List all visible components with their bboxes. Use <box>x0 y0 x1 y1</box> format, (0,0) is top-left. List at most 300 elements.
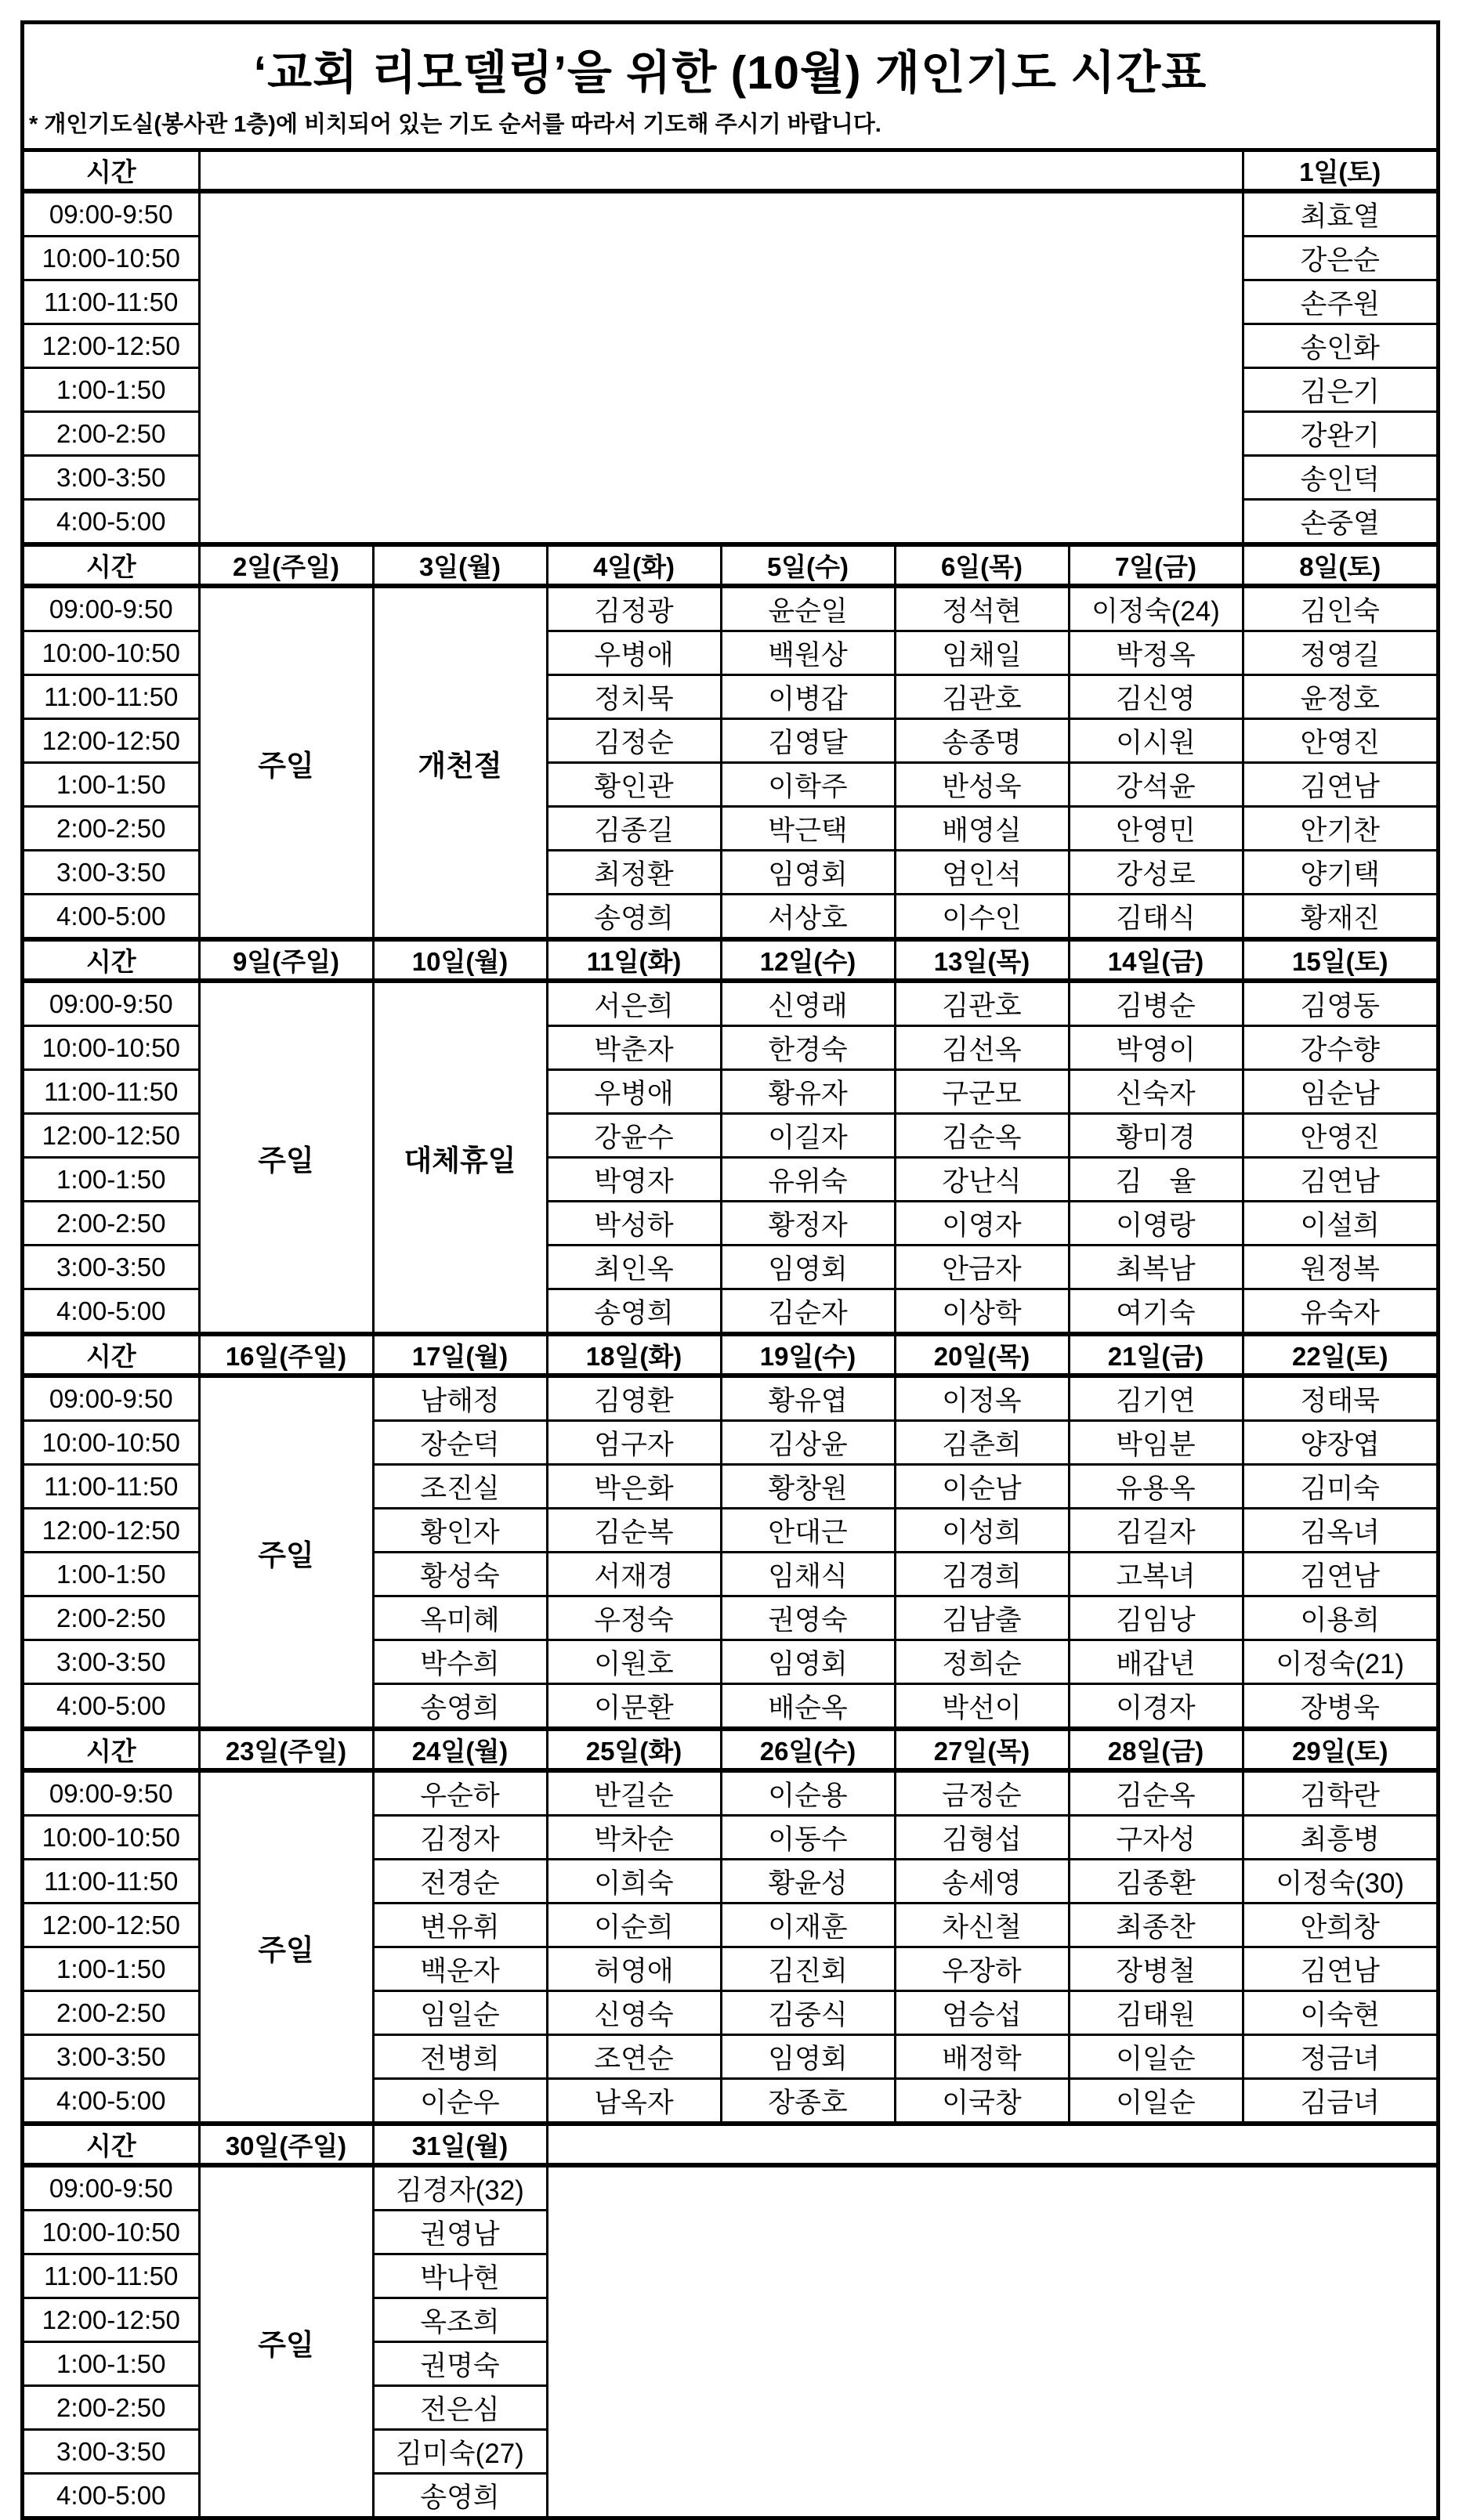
name-cell: 구자성 <box>1069 1816 1243 1860</box>
name-cell: 임영회 <box>721 1640 895 1684</box>
name-cell: 정영길 <box>1243 631 1436 675</box>
name-cell: 송세영 <box>895 1860 1069 1904</box>
name-cell: 송종명 <box>895 719 1069 763</box>
day-header-cell: 8일(토) <box>1243 544 1436 586</box>
name-cell: 이용희 <box>1243 1596 1436 1640</box>
time-cell: 09:00-9:50 <box>24 1376 199 1421</box>
name-cell: 차신철 <box>895 1904 1069 1947</box>
day-header-cell: 6일(목) <box>895 544 1069 586</box>
name-cell: 이동수 <box>721 1816 895 1860</box>
day-header-cell: 7일(금) <box>1069 544 1243 586</box>
name-cell: 박정옥 <box>1069 631 1243 675</box>
name-cell: 강완기 <box>1243 412 1436 456</box>
name-cell: 송영희 <box>373 2474 547 2517</box>
name-cell: 박춘자 <box>547 1026 721 1070</box>
time-cell: 09:00-9:50 <box>24 981 199 1026</box>
name-cell: 강석윤 <box>1069 763 1243 807</box>
name-cell: 임영회 <box>721 2035 895 2079</box>
name-cell: 엄인석 <box>895 851 1069 895</box>
name-cell: 이국창 <box>895 2079 1069 2124</box>
name-cell: 김순복 <box>547 1509 721 1553</box>
name-cell: 김은기 <box>1243 368 1436 412</box>
name-cell: 이재훈 <box>721 1904 895 1947</box>
name-cell: 양장엽 <box>1243 1421 1436 1465</box>
prayer-schedule-table <box>24 152 1436 2516</box>
holiday-cell: 주일 <box>199 1376 373 1729</box>
name-cell: 배정학 <box>895 2035 1069 2079</box>
name-cell: 강난식 <box>895 1158 1069 1202</box>
time-cell: 1:00-1:50 <box>24 763 199 807</box>
name-cell: 최종찬 <box>1069 1904 1243 1947</box>
week-4-header-row <box>24 1334 1436 1376</box>
name-cell: 안영진 <box>1243 719 1436 763</box>
blank-header-cell <box>547 2124 1436 2165</box>
name-cell: 김연남 <box>1243 1553 1436 1596</box>
holiday-cell: 주일 <box>199 981 373 1334</box>
name-cell: 이희숙 <box>547 1860 721 1904</box>
time-cell: 4:00-5:00 <box>24 500 199 545</box>
instruction-note: * 개인기도실(봉사관 1층)에 비치되어 있는 기도 순서를 따라서 기도해 주시기 바랍니다. <box>29 112 881 137</box>
time-cell: 1:00-1:50 <box>24 2342 199 2386</box>
day-header-cell: 14일(금) <box>1069 939 1243 981</box>
name-cell: 이정숙(30) <box>1243 1860 1436 1904</box>
name-cell: 강수향 <box>1243 1026 1436 1070</box>
name-cell: 김미숙 <box>1243 1465 1436 1509</box>
name-cell: 최복남 <box>1069 1246 1243 1289</box>
name-cell: 옥미혜 <box>373 1596 547 1640</box>
name-cell: 최효열 <box>1243 191 1436 237</box>
name-cell: 박나현 <box>373 2254 547 2298</box>
name-cell: 김길자 <box>1069 1509 1243 1553</box>
name-cell: 최인옥 <box>547 1246 721 1289</box>
blank-cell <box>547 2165 1436 2516</box>
name-cell: 신영숙 <box>547 1991 721 2035</box>
name-cell: 고복녀 <box>1069 1553 1243 1596</box>
name-cell: 김정자 <box>373 1816 547 1860</box>
name-cell: 김인숙 <box>1243 586 1436 631</box>
name-cell: 정금녀 <box>1243 2035 1436 2079</box>
holiday-cell: 주일 <box>199 2165 373 2516</box>
name-cell: 송인화 <box>1243 324 1436 368</box>
blank-header-cell <box>199 152 1243 191</box>
name-cell: 박은화 <box>547 1465 721 1509</box>
name-cell: 이학주 <box>721 763 895 807</box>
time-header-cell: 시간 <box>24 2124 199 2165</box>
time-cell: 12:00-12:50 <box>24 1509 199 1553</box>
name-cell: 김순옥 <box>1069 1770 1243 1816</box>
day-header-cell: 23일(주일) <box>199 1729 373 1770</box>
name-cell: 김선옥 <box>895 1026 1069 1070</box>
name-cell: 임채식 <box>721 1553 895 1596</box>
name-cell: 전은심 <box>373 2386 547 2430</box>
name-cell: 윤정호 <box>1243 675 1436 719</box>
name-cell: 강윤수 <box>547 1114 721 1158</box>
day-header-cell: 21일(금) <box>1069 1334 1243 1376</box>
name-cell: 김순자 <box>721 1289 895 1335</box>
name-cell: 강은순 <box>1243 237 1436 280</box>
name-cell: 김병순 <box>1069 981 1243 1026</box>
time-cell: 12:00-12:50 <box>24 1904 199 1947</box>
name-cell: 박선이 <box>895 1684 1069 1730</box>
name-cell: 이정옥 <box>895 1376 1069 1421</box>
name-cell: 반성욱 <box>895 763 1069 807</box>
time-cell: 09:00-9:50 <box>24 586 199 631</box>
name-cell: 정희순 <box>895 1640 1069 1684</box>
time-cell: 09:00-9:50 <box>24 1770 199 1816</box>
time-cell: 10:00-10:50 <box>24 1026 199 1070</box>
name-cell: 김경희 <box>895 1553 1069 1596</box>
day-header-cell: 11일(화) <box>547 939 721 981</box>
week-4-row-1 <box>24 1376 1436 1421</box>
name-cell: 원정복 <box>1243 1246 1436 1289</box>
time-cell: 2:00-2:50 <box>24 1202 199 1246</box>
name-cell: 김관호 <box>895 675 1069 719</box>
time-cell: 12:00-12:50 <box>24 719 199 763</box>
schedule-table-body <box>24 152 1436 2516</box>
name-cell: 김기연 <box>1069 1376 1243 1421</box>
name-cell: 김순옥 <box>895 1114 1069 1158</box>
name-cell: 안희창 <box>1243 1904 1436 1947</box>
time-cell: 11:00-11:50 <box>24 2254 199 2298</box>
name-cell: 안영진 <box>1243 1114 1436 1158</box>
name-cell: 황정자 <box>721 1202 895 1246</box>
name-cell: 김진회 <box>721 1947 895 1991</box>
name-cell: 서상호 <box>721 895 895 940</box>
name-cell: 이영랑 <box>1069 1202 1243 1246</box>
day-header-cell: 17일(월) <box>373 1334 547 1376</box>
time-cell: 10:00-10:50 <box>24 237 199 280</box>
day-header-cell: 31일(월) <box>373 2124 547 2165</box>
day-header-cell: 18일(화) <box>547 1334 721 1376</box>
day-header-cell: 1일(토) <box>1243 152 1436 191</box>
name-cell: 황윤성 <box>721 1860 895 1904</box>
name-cell: 강성로 <box>1069 851 1243 895</box>
schedule-sheet <box>20 20 1440 2520</box>
time-cell: 3:00-3:50 <box>24 2035 199 2079</box>
name-cell: 서재경 <box>547 1553 721 1596</box>
name-cell: 엄구자 <box>547 1421 721 1465</box>
day-header-cell: 3일(월) <box>373 544 547 586</box>
day-header-cell: 24일(월) <box>373 1729 547 1770</box>
name-cell: 반길순 <box>547 1770 721 1816</box>
week-1-row-1 <box>24 191 1436 237</box>
name-cell: 김관호 <box>895 981 1069 1026</box>
time-cell: 3:00-3:50 <box>24 456 199 500</box>
time-cell: 10:00-10:50 <box>24 2211 199 2254</box>
holiday-cell: 대체휴일 <box>373 981 547 1334</box>
name-cell: 조진실 <box>373 1465 547 1509</box>
name-cell: 박영이 <box>1069 1026 1243 1070</box>
sheet-header <box>24 24 1436 152</box>
name-cell: 김경자(32) <box>373 2165 547 2211</box>
name-cell: 허영애 <box>547 1947 721 1991</box>
time-cell: 10:00-10:50 <box>24 1421 199 1465</box>
day-header-cell: 26일(수) <box>721 1729 895 1770</box>
name-cell: 배순옥 <box>721 1684 895 1730</box>
day-header-cell: 20일(목) <box>895 1334 1069 1376</box>
name-cell: 박수희 <box>373 1640 547 1684</box>
name-cell: 장순덕 <box>373 1421 547 1465</box>
day-header-cell: 29일(토) <box>1243 1729 1436 1770</box>
name-cell: 우정숙 <box>547 1596 721 1640</box>
name-cell: 신영래 <box>721 981 895 1026</box>
name-cell: 황유엽 <box>721 1376 895 1421</box>
name-cell: 이문환 <box>547 1684 721 1730</box>
name-cell: 김태식 <box>1069 895 1243 940</box>
time-cell: 10:00-10:50 <box>24 631 199 675</box>
name-cell: 김임낭 <box>1069 1596 1243 1640</box>
name-cell: 정치묵 <box>547 675 721 719</box>
name-cell: 황성숙 <box>373 1553 547 1596</box>
week-3-header-row <box>24 939 1436 981</box>
name-cell: 정태묵 <box>1243 1376 1436 1421</box>
name-cell: 이일순 <box>1069 2035 1243 2079</box>
day-header-cell: 2일(주일) <box>199 544 373 586</box>
name-cell: 김연남 <box>1243 763 1436 807</box>
time-cell: 3:00-3:50 <box>24 851 199 895</box>
name-cell: 임순남 <box>1243 1070 1436 1114</box>
name-cell: 안금자 <box>895 1246 1069 1289</box>
name-cell: 안영민 <box>1069 807 1243 851</box>
name-cell: 이수인 <box>895 895 1069 940</box>
name-cell: 백원상 <box>721 631 895 675</box>
name-cell: 박성하 <box>547 1202 721 1246</box>
name-cell: 배영실 <box>895 807 1069 851</box>
name-cell: 박근택 <box>721 807 895 851</box>
name-cell: 구군모 <box>895 1070 1069 1114</box>
name-cell: 유용옥 <box>1069 1465 1243 1509</box>
name-cell: 이설희 <box>1243 1202 1436 1246</box>
name-cell: 이숙현 <box>1243 1991 1436 2035</box>
name-cell: 임채일 <box>895 631 1069 675</box>
name-cell: 이성희 <box>895 1509 1069 1553</box>
time-cell: 3:00-3:50 <box>24 2430 199 2474</box>
day-header-cell: 25일(화) <box>547 1729 721 1770</box>
name-cell: 우장하 <box>895 1947 1069 1991</box>
name-cell: 장병욱 <box>1243 1684 1436 1730</box>
name-cell: 유위숙 <box>721 1158 895 1202</box>
name-cell: 손주원 <box>1243 280 1436 324</box>
name-cell: 한경숙 <box>721 1026 895 1070</box>
name-cell: 이길자 <box>721 1114 895 1158</box>
time-cell: 4:00-5:00 <box>24 2079 199 2124</box>
time-cell: 2:00-2:50 <box>24 1596 199 1640</box>
name-cell: 이순남 <box>895 1465 1069 1509</box>
name-cell: 임영회 <box>721 1246 895 1289</box>
name-cell: 우순하 <box>373 1770 547 1816</box>
time-cell: 4:00-5:00 <box>24 1684 199 1730</box>
name-cell: 우병애 <box>547 631 721 675</box>
name-cell: 김영달 <box>721 719 895 763</box>
time-cell: 11:00-11:50 <box>24 1860 199 1904</box>
name-cell: 임일순 <box>373 1991 547 2035</box>
day-header-cell: 4일(화) <box>547 544 721 586</box>
name-cell: 이경자 <box>1069 1684 1243 1730</box>
name-cell: 이상학 <box>895 1289 1069 1335</box>
name-cell: 김종길 <box>547 807 721 851</box>
holiday-cell: 주일 <box>199 1770 373 2124</box>
name-cell: 김연남 <box>1243 1158 1436 1202</box>
name-cell: 권영남 <box>373 2211 547 2254</box>
name-cell: 이정숙(21) <box>1243 1640 1436 1684</box>
time-cell: 10:00-10:50 <box>24 1816 199 1860</box>
name-cell: 황재진 <box>1243 895 1436 940</box>
time-cell: 11:00-11:50 <box>24 675 199 719</box>
time-cell: 2:00-2:50 <box>24 2386 199 2430</box>
name-cell: 송영희 <box>547 1289 721 1335</box>
week-6-row-1 <box>24 2165 1436 2211</box>
name-cell: 배갑년 <box>1069 1640 1243 1684</box>
name-cell: 김영동 <box>1243 981 1436 1026</box>
name-cell: 남해정 <box>373 1376 547 1421</box>
day-header-cell: 12일(수) <box>721 939 895 981</box>
name-cell: 박차순 <box>547 1816 721 1860</box>
name-cell: 양기택 <box>1243 851 1436 895</box>
name-cell: 남옥자 <box>547 2079 721 2124</box>
name-cell: 권영숙 <box>721 1596 895 1640</box>
name-cell: 안기찬 <box>1243 807 1436 851</box>
name-cell: 김영환 <box>547 1376 721 1421</box>
name-cell: 이순희 <box>547 1904 721 1947</box>
name-cell: 김연남 <box>1243 1947 1436 1991</box>
name-cell: 최흥병 <box>1243 1816 1436 1860</box>
name-cell: 김금녀 <box>1243 2079 1436 2124</box>
name-cell: 황미경 <box>1069 1114 1243 1158</box>
time-cell: 1:00-1:50 <box>24 368 199 412</box>
time-header-cell: 시간 <box>24 1334 199 1376</box>
time-header-cell: 시간 <box>24 939 199 981</box>
day-header-cell: 5일(수) <box>721 544 895 586</box>
page-title: ‘교회 리모델링’을 위한 (10월) 개인기도 시간표 <box>253 47 1207 99</box>
name-cell: 송인덕 <box>1243 456 1436 500</box>
day-header-cell: 22일(토) <box>1243 1334 1436 1376</box>
week-1-header-row <box>24 152 1436 191</box>
name-cell: 엄승섭 <box>895 1991 1069 2035</box>
day-header-cell: 16일(주일) <box>199 1334 373 1376</box>
day-header-cell: 9일(주일) <box>199 939 373 981</box>
blank-cell <box>199 191 1243 544</box>
time-cell: 1:00-1:50 <box>24 1553 199 1596</box>
name-cell: 우병애 <box>547 1070 721 1114</box>
name-cell: 이원호 <box>547 1640 721 1684</box>
name-cell: 송영희 <box>373 1684 547 1730</box>
week-2-header-row <box>24 544 1436 586</box>
name-cell: 박영자 <box>547 1158 721 1202</box>
time-cell: 2:00-2:50 <box>24 412 199 456</box>
time-cell: 4:00-5:00 <box>24 2474 199 2517</box>
name-cell: 김미숙(27) <box>373 2430 547 2474</box>
name-cell: 이영자 <box>895 1202 1069 1246</box>
time-cell: 12:00-12:50 <box>24 324 199 368</box>
name-cell: 서은희 <box>547 981 721 1026</box>
week-5-row-1 <box>24 1770 1436 1816</box>
name-cell: 윤순일 <box>721 586 895 631</box>
holiday-cell: 주일 <box>199 586 373 939</box>
name-cell: 김남출 <box>895 1596 1069 1640</box>
week-5-header-row <box>24 1729 1436 1770</box>
time-cell: 1:00-1:50 <box>24 1158 199 1202</box>
name-cell: 최정환 <box>547 851 721 895</box>
name-cell: 조연순 <box>547 2035 721 2079</box>
week-3-row-1 <box>24 981 1436 1026</box>
day-header-cell: 30일(주일) <box>199 2124 373 2165</box>
name-cell: 장종호 <box>721 2079 895 2124</box>
name-cell: 김신영 <box>1069 675 1243 719</box>
time-header-cell: 시간 <box>24 1729 199 1770</box>
name-cell: 황인자 <box>373 1509 547 1553</box>
name-cell: 김종환 <box>1069 1860 1243 1904</box>
name-cell: 황인관 <box>547 763 721 807</box>
time-cell: 09:00-9:50 <box>24 191 199 237</box>
name-cell: 김형섭 <box>895 1816 1069 1860</box>
name-cell: 정석현 <box>895 586 1069 631</box>
time-cell: 3:00-3:50 <box>24 1640 199 1684</box>
name-cell: 황유자 <box>721 1070 895 1114</box>
name-cell: 김태원 <box>1069 1991 1243 2035</box>
week-2-row-1 <box>24 586 1436 631</box>
name-cell: 김학란 <box>1243 1770 1436 1816</box>
name-cell: 박임분 <box>1069 1421 1243 1465</box>
name-cell: 전병희 <box>373 2035 547 2079</box>
day-header-cell: 28일(금) <box>1069 1729 1243 1770</box>
holiday-cell: 개천절 <box>373 586 547 939</box>
day-header-cell: 10일(월) <box>373 939 547 981</box>
name-cell: 김상윤 <box>721 1421 895 1465</box>
name-cell: 이시원 <box>1069 719 1243 763</box>
time-cell: 4:00-5:00 <box>24 1289 199 1335</box>
day-header-cell: 27일(목) <box>895 1729 1069 1770</box>
name-cell: 임영회 <box>721 851 895 895</box>
time-cell: 11:00-11:50 <box>24 1465 199 1509</box>
week-6-header-row <box>24 2124 1436 2165</box>
name-cell: 장병철 <box>1069 1947 1243 1991</box>
name-cell: 황창원 <box>721 1465 895 1509</box>
name-cell: 여기숙 <box>1069 1289 1243 1335</box>
time-cell: 4:00-5:00 <box>24 895 199 940</box>
name-cell: 백운자 <box>373 1947 547 1991</box>
name-cell: 김 율 <box>1069 1158 1243 1202</box>
name-cell: 이일순 <box>1069 2079 1243 2124</box>
name-cell: 이순우 <box>373 2079 547 2124</box>
time-cell: 3:00-3:50 <box>24 1246 199 1289</box>
name-cell: 김중식 <box>721 1991 895 2035</box>
time-header-cell: 시간 <box>24 152 199 191</box>
time-cell: 2:00-2:50 <box>24 807 199 851</box>
time-cell: 1:00-1:50 <box>24 1947 199 1991</box>
name-cell: 이순용 <box>721 1770 895 1816</box>
name-cell: 이병갑 <box>721 675 895 719</box>
name-cell: 신숙자 <box>1069 1070 1243 1114</box>
time-header-cell: 시간 <box>24 544 199 586</box>
name-cell: 안대근 <box>721 1509 895 1553</box>
name-cell: 권명숙 <box>373 2342 547 2386</box>
name-cell: 유숙자 <box>1243 1289 1436 1335</box>
name-cell: 변유휘 <box>373 1904 547 1947</box>
day-header-cell: 15일(토) <box>1243 939 1436 981</box>
name-cell: 전경순 <box>373 1860 547 1904</box>
name-cell: 김정광 <box>547 586 721 631</box>
name-cell: 이정숙(24) <box>1069 586 1243 631</box>
name-cell: 옥조희 <box>373 2298 547 2342</box>
name-cell: 금정순 <box>895 1770 1069 1816</box>
name-cell: 손중열 <box>1243 500 1436 545</box>
name-cell: 김옥녀 <box>1243 1509 1436 1553</box>
name-cell: 김정순 <box>547 719 721 763</box>
time-cell: 09:00-9:50 <box>24 2165 199 2211</box>
time-cell: 12:00-12:50 <box>24 2298 199 2342</box>
time-cell: 11:00-11:50 <box>24 280 199 324</box>
day-header-cell: 13일(목) <box>895 939 1069 981</box>
